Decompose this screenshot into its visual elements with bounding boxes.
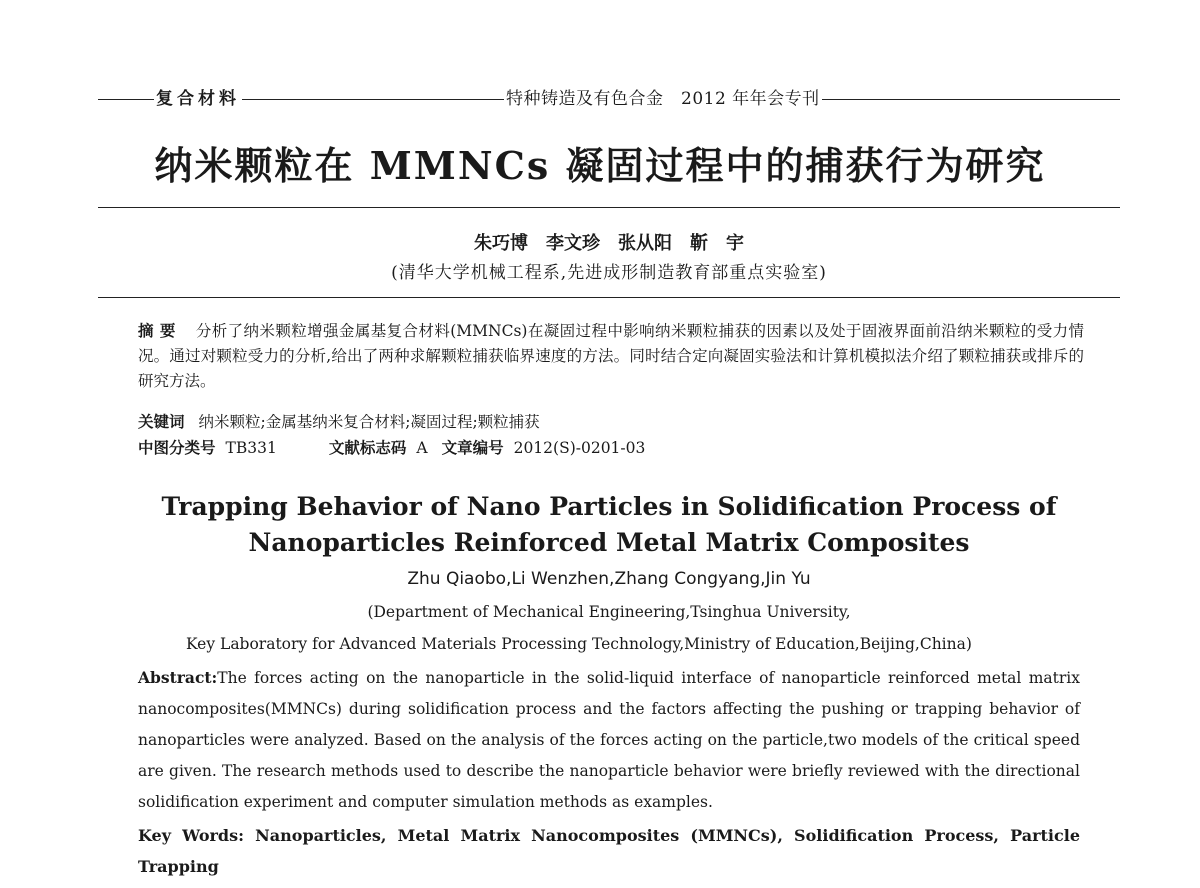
- page-title: 纳米颗粒在 MMNCs 凝固过程中的捕获行为研究: [154, 143, 1046, 188]
- abstract-en-label: Abstract:: [138, 668, 218, 687]
- keywords-en-text: Nanoparticles, Metal Matrix Nanocomposites (MMNCs), Solidification Process, Particle Trapping: [138, 826, 1080, 876]
- clc-value: TB331: [225, 439, 277, 457]
- authors-cn: 朱巧博 李文珍 张从阳 靳 宇: [474, 233, 744, 254]
- article-number-value: 2012(S)-0201-03: [513, 439, 646, 457]
- abstract-en-text: The forces acting on the nanoparticle in the solid-liquid interface of nanoparticle reinforced metal matrix nanocomposites(MMNCs) during solidification process and the factors affecting the pushing or trapping behavior of nanoparticles were analyzed. Based on the analysis of the forces acting on the particle,two models of the critical speed are given. The research methods used to describe the nanoparticle behavior were briefly reviewed with the directional solidification experiment and computer simulation methods as examples.: [138, 669, 1080, 811]
- doc-code-value: A: [416, 439, 428, 457]
- keywords-cn-label: 关键词: [138, 412, 185, 431]
- affiliation-en-line1: (Department of Mechanical Engineering,Tsinghua University,: [367, 603, 851, 621]
- affiliation-en-line2: Key Laboratory for Advanced Materials Processing Technology,Ministry of Education,Beijing,China): [186, 635, 972, 653]
- clc-label: 中图分类号: [138, 438, 216, 457]
- section-label: 复合材料: [154, 86, 242, 112]
- title-en-line2: Nanoparticles Reinforced Metal Matrix Composites: [248, 528, 970, 557]
- title-en-line1: Trapping Behavior of Nano Particles in Solidification Process of: [161, 492, 1057, 521]
- running-header: [98, 86, 1120, 112]
- journal-label: 特种铸造及有色合金 2012 年年会专刊: [504, 86, 822, 112]
- abstract-cn-text: 分析了纳米颗粒增强金属基复合材料(MMNCs)在凝固过程中影响纳米颗粒捕获的因素以及处于固液界面前沿纳米颗粒的受力情况。通过对颗粒受力的分析,给出了两种求解颗粒捕获临界速度的方法。同时结合定向凝固实验法和计算机模拟法介绍了颗粒捕获或排斥的研究方法。: [138, 322, 1084, 390]
- authors-en: Zhu Qiaobo,Li Wenzhen,Zhang Congyang,Jin Yu: [407, 569, 811, 589]
- abstract-cn-label: 摘要: [138, 321, 182, 340]
- affiliation-cn: (清华大学机械工程系,先进成形制造教育部重点实验室): [391, 263, 827, 283]
- keywords-cn: [138, 410, 1084, 434]
- affiliation-divider: [98, 297, 1120, 298]
- doc-code-label: 文献标志码: [328, 438, 407, 457]
- abstract-en: [138, 662, 1080, 818]
- title-divider: [98, 207, 1120, 208]
- abstract-cn: [138, 318, 1084, 394]
- keywords-cn-text: 纳米颗粒;金属基纳米复合材料;凝固过程;颗粒捕获: [198, 413, 540, 431]
- title-en: [0, 489, 1200, 561]
- classification-line: [138, 436, 1084, 460]
- article-number-label: 文章编号: [441, 438, 504, 457]
- keywords-en-label: Key Words:: [138, 826, 245, 845]
- keywords-en: [138, 820, 1080, 882]
